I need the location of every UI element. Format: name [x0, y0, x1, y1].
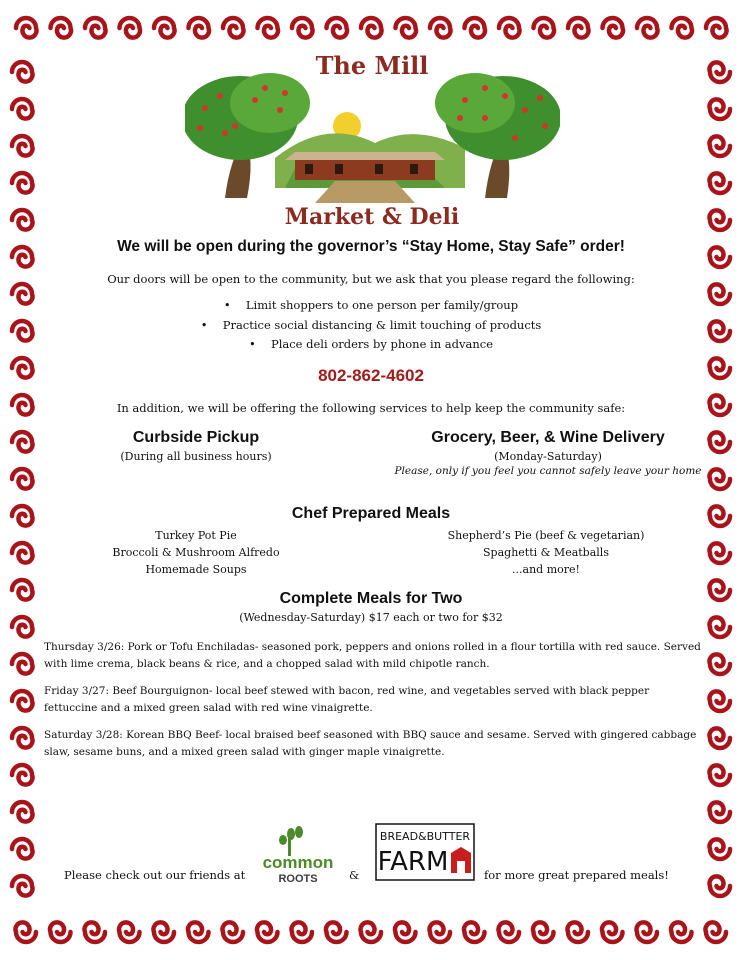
logo-top-text: The Mill [315, 51, 429, 80]
chef-meals-left [86, 527, 306, 578]
complete-meals-title: Complete Meals for Two [279, 590, 463, 607]
common-roots-logo[interactable] [255, 826, 341, 886]
guidelines-list [0, 296, 742, 355]
friends-prefix: Please check out our friends at [64, 868, 246, 882]
doors-text: Our doors will be open to the community, but we ask that you please regard the following: [107, 272, 635, 286]
list-item: Broccoli & Mushroom Alfredo [112, 546, 280, 559]
list-item: Turkey Pot Pie [155, 529, 237, 542]
meal-friday: Friday 3/27: Beef Bourguignon- local beef stewed with bacon, red wine, and vegetables served with black pepper fettuccine and a mixed green salad with red wine vinaigrette. [44, 685, 650, 714]
bread-butter-top: BREAD&BUTTER [379, 830, 471, 843]
curbside-section [86, 429, 306, 463]
common-roots-word2: ROOTS [278, 873, 318, 885]
chef-meals-title: Chef Prepared Meals [291, 505, 451, 522]
sprout-icon [279, 826, 303, 856]
list-item: • Limit shoppers to one person per family/group [223, 298, 519, 312]
curbside-subtitle: (During all business hours) [120, 450, 272, 463]
phone-number[interactable]: 802-862-4602 [318, 366, 424, 385]
list-item: ...and more! [512, 563, 580, 576]
curbside-title: Curbside Pickup [132, 429, 260, 446]
list-item: Homemade Soups [145, 563, 247, 576]
delivery-note: Please, only if you feel you cannot safely leave your home [394, 465, 702, 477]
chef-meals-right [420, 527, 672, 578]
friends-suffix: for more great prepared meals! [484, 868, 669, 882]
logo-bottom-text: Market & Deli [284, 204, 460, 228]
services-text: In addition, we will be offering the following services to help keep the community safe: [116, 401, 626, 415]
headline: We will be open during the governor’s “Stay Home, Stay Safe” order! [117, 238, 625, 255]
common-roots-word1: common [262, 853, 334, 872]
complete-meals-subtitle: (Wednesday-Saturday) $17 each or two for $32 [239, 611, 503, 624]
list-item: • Practice social distancing & limit touching of products [200, 317, 542, 332]
bread-butter-farm-logo[interactable] [375, 823, 475, 881]
delivery-section [392, 429, 704, 477]
delivery-title: Grocery, Beer, & Wine Delivery [431, 429, 665, 446]
list-item: • Place deli orders by phone in advance [248, 337, 494, 351]
delivery-subtitle: (Monday-Saturday) [494, 450, 602, 463]
bread-butter-bottom: FARM [377, 847, 449, 877]
list-item: Shepherd’s Pie (beef & vegetarian) [447, 529, 645, 542]
meal-thursday: Thursday 3/26: Pork or Tofu Enchiladas- seasoned pork, peppers and onions rolled in a flour tortilla with red sauce. Served with lime crema, black beans & rice, and a chopped salad with mild chipotle ranch. [44, 641, 701, 670]
ampersand: & [349, 868, 360, 882]
list-item: Spaghetti & Meatballs [483, 546, 609, 559]
meal-saturday: Saturday 3/28: Korean BBQ Beef- local braised beef seasoned with BBQ sauce and sesame. Served with gingered cabbage slaw, sesame buns, and a mixed green salad with ginger maple vinaigrette. [44, 729, 697, 758]
mill-market-logo [185, 48, 560, 228]
